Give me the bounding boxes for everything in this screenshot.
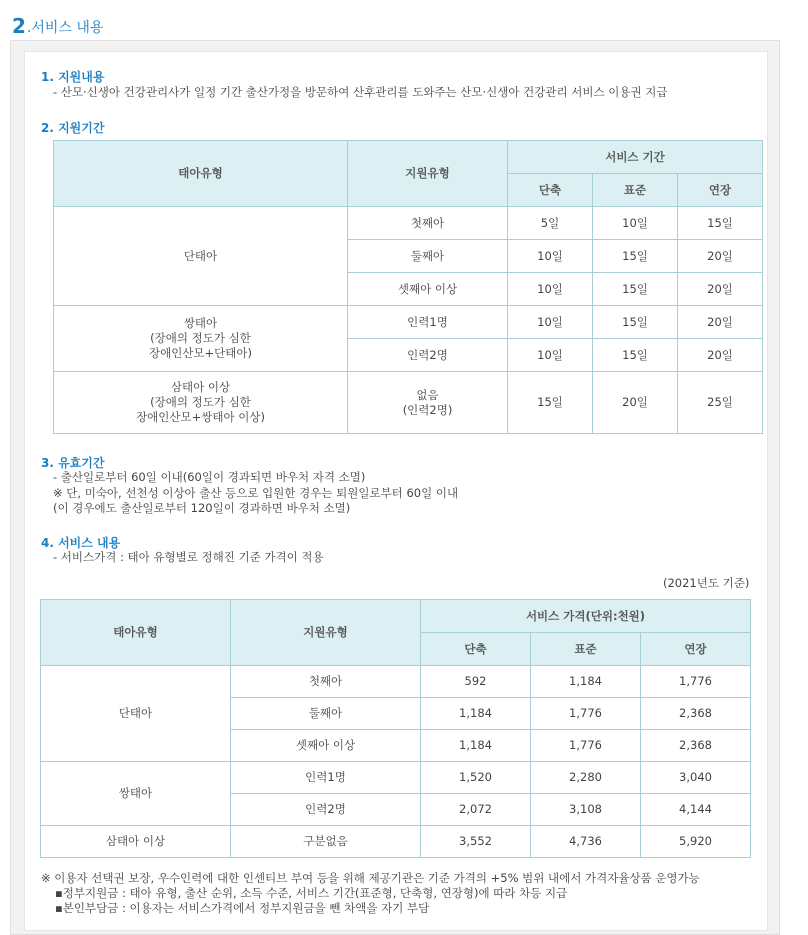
group-cell: 삼태아 이상 <box>41 826 231 858</box>
th-fetus-type: 태아유형 <box>41 600 231 666</box>
value-cell: 10일 <box>508 240 593 273</box>
value-cell: 2,280 <box>531 762 641 794</box>
support-cell: 인력1명 <box>348 306 508 339</box>
section-3-line: ※ 단, 미숙아, 선천성 이상아 출산 등으로 입원한 경우는 퇴원일로부터 60일 이내 <box>53 486 459 500</box>
heading-title: .서비스 내용 <box>26 20 104 36</box>
value-cell: 2,368 <box>641 698 751 730</box>
value-cell: 1,520 <box>421 762 531 794</box>
support-cell <box>348 372 508 434</box>
support-cell: 첫째아 <box>348 207 508 240</box>
table-row <box>41 826 751 858</box>
price-table <box>40 599 751 858</box>
value-cell: 5,920 <box>641 826 751 858</box>
support-cell: 셋째아 이상 <box>348 273 508 306</box>
note-line: ▪본인부담금 : 이용자는 서비스가격에서 정부지원금을 뺀 차액을 자기 부담 <box>55 901 430 915</box>
section-1-title: 1. 지원내용 <box>41 70 105 84</box>
section-heading <box>12 8 103 36</box>
table-row <box>41 762 751 794</box>
value-cell: 10일 <box>593 207 678 240</box>
value-cell: 4,736 <box>531 826 641 858</box>
section-4-line: - 서비스가격 : 태아 유형별로 정해진 기준 가격이 적용 <box>53 550 324 564</box>
value-cell: 15일 <box>678 207 763 240</box>
section-3-title: 3. 유효기간 <box>41 456 105 470</box>
value-cell: 20일 <box>678 339 763 372</box>
support-line: 없음 <box>416 387 439 402</box>
section-2-title: 2. 지원기간 <box>41 121 105 135</box>
value-cell: 10일 <box>508 339 593 372</box>
th-service-price: 서비스 가격(단위:천원) <box>421 600 751 633</box>
value-cell: 25일 <box>678 372 763 434</box>
value-cell: 20일 <box>678 273 763 306</box>
th-standard: 표준 <box>593 174 678 207</box>
th-fetus-type: 태아유형 <box>54 141 348 207</box>
value-cell: 20일 <box>678 240 763 273</box>
support-cell: 둘째아 <box>231 698 421 730</box>
group-cell: 단태아 <box>41 666 231 762</box>
value-cell: 10일 <box>508 306 593 339</box>
value-cell: 1,184 <box>531 666 641 698</box>
group-cell: 쌍태아 <box>41 762 231 826</box>
value-cell: 20일 <box>678 306 763 339</box>
value-cell: 4,144 <box>641 794 751 826</box>
table-row <box>41 666 751 698</box>
th-extended: 연장 <box>641 633 751 666</box>
group-line: 장애인산모+단태아) <box>149 346 252 360</box>
support-cell: 인력1명 <box>231 762 421 794</box>
support-cell: 첫째아 <box>231 666 421 698</box>
th-short: 단축 <box>421 633 531 666</box>
value-cell: 1,184 <box>421 730 531 762</box>
value-cell: 15일 <box>593 306 678 339</box>
note-line: ▪정부지원금 : 태아 유형, 출산 순위, 소득 수준, 서비스 기간(표준형, 단축형, 연장형)에 따라 차등 지급 <box>55 886 568 900</box>
group-cell <box>54 372 348 434</box>
group-cell: 단태아 <box>54 207 348 306</box>
group-line: 쌍태아 <box>183 316 218 330</box>
price-basis-note: (2021년도 기준) <box>663 576 750 590</box>
value-cell: 3,108 <box>531 794 641 826</box>
value-cell: 20일 <box>593 372 678 434</box>
heading-number: 2 <box>12 14 26 38</box>
support-cell: 인력2명 <box>348 339 508 372</box>
value-cell: 2,072 <box>421 794 531 826</box>
value-cell: 15일 <box>508 372 593 434</box>
th-support-type: 지원유형 <box>348 141 508 207</box>
value-cell: 3,552 <box>421 826 531 858</box>
value-cell: 15일 <box>593 339 678 372</box>
section-3-line: (이 경우에도 출산일로부터 120일이 경과하면 바우처 소멸) <box>53 501 351 515</box>
support-line: (인력2명) <box>402 402 453 417</box>
section-4-title: 4. 서비스 내용 <box>41 536 121 550</box>
group-line: (장애의 정도가 심한 <box>150 331 251 345</box>
value-cell: 1,184 <box>421 698 531 730</box>
table-row <box>54 372 763 434</box>
value-cell: 1,776 <box>531 730 641 762</box>
support-cell: 구분없음 <box>231 826 421 858</box>
section-3-line: - 출산일로부터 60일 이내(60일이 경과되면 바우처 자격 소멸) <box>53 470 366 484</box>
value-cell: 592 <box>421 666 531 698</box>
group-line: 장애인산모+쌍태아 이상) <box>136 410 265 424</box>
table-row <box>54 306 763 339</box>
value-cell: 15일 <box>593 273 678 306</box>
group-line: 삼태아 이상 <box>170 380 231 394</box>
th-short: 단축 <box>508 174 593 207</box>
value-cell: 1,776 <box>531 698 641 730</box>
value-cell: 5일 <box>508 207 593 240</box>
group-line: (장애의 정도가 심한 <box>150 395 251 409</box>
value-cell: 10일 <box>508 273 593 306</box>
group-cell <box>54 306 348 372</box>
support-cell: 인력2명 <box>231 794 421 826</box>
support-cell: 셋째아 이상 <box>231 730 421 762</box>
table-row <box>54 207 763 240</box>
th-support-type: 지원유형 <box>231 600 421 666</box>
value-cell: 3,040 <box>641 762 751 794</box>
value-cell: 15일 <box>593 240 678 273</box>
th-service-period: 서비스 기간 <box>508 141 763 174</box>
th-extended: 연장 <box>678 174 763 207</box>
support-cell: 둘째아 <box>348 240 508 273</box>
note-line: ※ 이용자 선택권 보장, 우수인력에 대한 인센티브 부여 등을 위해 제공기관은 기준 가격의 +5% 범위 내에서 가격자율상품 운영가능 <box>41 871 700 885</box>
th-standard: 표준 <box>531 633 641 666</box>
section-1-line: - 산모·신생아 건강관리사가 일정 기간 출산가정을 방문하여 산후관리를 도와주는 산모·신생아 건강관리 서비스 이용권 지급 <box>53 85 668 99</box>
period-table <box>53 140 763 434</box>
value-cell: 2,368 <box>641 730 751 762</box>
value-cell: 1,776 <box>641 666 751 698</box>
